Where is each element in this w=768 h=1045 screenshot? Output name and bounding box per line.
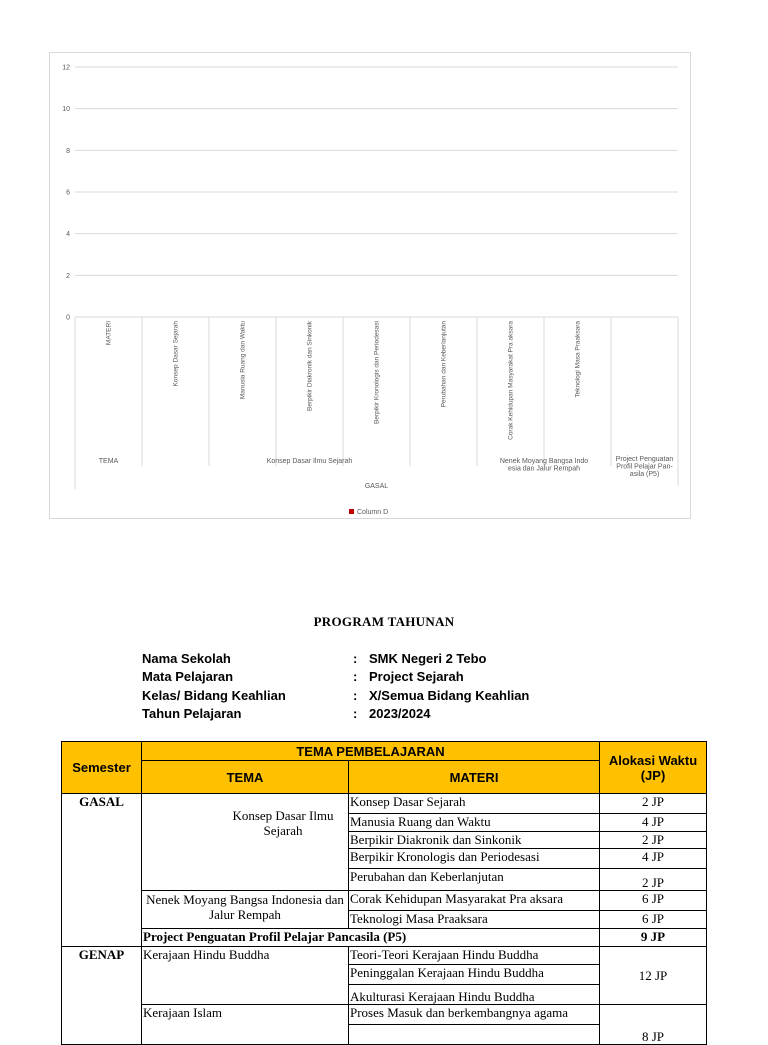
- info-value: X/Semua Bidang Keahlian: [369, 688, 530, 703]
- materi-cell: Berpikir Kronologis dan Periodesasi: [349, 849, 600, 869]
- jp-cell: 8 JP: [600, 1005, 707, 1045]
- category-label: Perubahan dan Keberlanjutan: [440, 321, 448, 408]
- y-tick-label: 8: [66, 147, 70, 155]
- header-tema-pembelajaran: TEMA PEMBELAJARAN: [142, 742, 600, 761]
- legend-label: Column D: [357, 509, 389, 516]
- semester-gasal: GASAL: [62, 794, 142, 947]
- outer-group-label: GASAL: [364, 483, 389, 490]
- group-label: Profil Pelajar Pan-: [616, 463, 673, 471]
- jp-cell: 12 JP: [600, 947, 707, 1005]
- info-value: 2023/2024: [369, 706, 431, 721]
- jp-cell: 4 JP: [600, 814, 707, 832]
- chart: [49, 52, 691, 519]
- info-colon: :: [353, 651, 358, 666]
- jp-cell: 2 JP: [600, 794, 707, 814]
- tema-cell: Kerajaan Islam: [142, 1005, 349, 1045]
- p5-cell: Project Penguatan Profil Pelajar Pancasila (P5): [142, 929, 600, 947]
- y-tick-label: 12: [62, 64, 70, 72]
- tema-cell: Nenek Moyang Bangsa Indonesia dan Jalur Rempah: [142, 891, 349, 929]
- info-label: Nama Sekolah: [142, 651, 231, 666]
- info-colon: :: [353, 688, 358, 703]
- jp-cell: 2 JP: [600, 832, 707, 849]
- category-label: MATERI: [105, 321, 113, 346]
- jp-cell: 6 JP: [600, 911, 707, 929]
- semester-genap: GENAP: [62, 947, 142, 1045]
- y-tick-label: 2: [66, 272, 70, 280]
- tema-cell: Konsep Dasar Ilmu Sejarah: [142, 794, 349, 891]
- jp-cell: 6 JP: [600, 891, 707, 911]
- legend-swatch: [349, 509, 354, 514]
- category-label: Manusia Ruang dan Waktu: [239, 321, 247, 400]
- page-title: PROGRAM TAHUNAN: [313, 614, 455, 629]
- materi-cell: Teknologi Masa Praaksara: [349, 911, 600, 929]
- materi-cell: [349, 1025, 600, 1045]
- info-value: Project Sejarah: [369, 669, 464, 684]
- materi-cell: Corak Kehidupan Masyarakat Pra aksara: [349, 891, 600, 911]
- materi-cell: Proses Masuk dan berkembangnya agama: [349, 1005, 600, 1025]
- materi-cell: Berpikir Diakronik dan Sinkonik: [349, 832, 600, 849]
- chart-canvas: [50, 53, 692, 520]
- group-label: TEMA: [98, 458, 119, 465]
- group-label: Project Penguatan: [615, 456, 674, 463]
- materi-cell: Konsep Dasar Sejarah: [349, 794, 600, 814]
- jp-cell: 9 JP: [600, 929, 707, 947]
- category-label: Konsep Dasar Sejarah: [172, 321, 180, 387]
- y-tick-label: 4: [66, 231, 70, 239]
- category-label: Berpikir Kronologis dan Periodesasi: [373, 321, 381, 424]
- header-semester: Semester: [62, 742, 142, 794]
- materi-cell: Perubahan dan Keberlanjutan: [349, 869, 600, 891]
- materi-cell: Akulturasi Kerajaan Hindu Buddha: [349, 985, 600, 1005]
- info-colon: :: [353, 669, 358, 684]
- program-table: [61, 741, 707, 1045]
- y-tick-label: 6: [66, 189, 70, 197]
- info-label: Kelas/ Bidang Keahlian: [142, 688, 286, 703]
- header-tema: TEMA: [142, 761, 349, 794]
- info-label: Mata Pelajaran: [142, 669, 234, 684]
- header-alokasi: Alokasi Waktu (JP): [600, 742, 707, 794]
- category-label: Corak Kehidupan Masyarakat Pra aksara: [507, 321, 515, 440]
- materi-cell: Manusia Ruang dan Waktu: [349, 814, 600, 832]
- group-label: asila (P5): [629, 471, 660, 478]
- materi-cell: Teori-Teori Kerajaan Hindu Buddha: [349, 947, 600, 965]
- y-tick-label: 0: [66, 314, 70, 322]
- info-value: SMK Negeri 2 Tebo: [369, 651, 487, 666]
- group-label: Nenek Moyang Bangsa Indo: [499, 458, 589, 465]
- jp-cell: 4 JP: [600, 849, 707, 869]
- materi-cell: Peninggalan Kerajaan Hindu Buddha: [349, 965, 600, 985]
- category-label: Berpikir Diakronik dan Sinkonik: [306, 321, 314, 411]
- category-label: Teknologi Masa Praaksara: [574, 321, 582, 398]
- info-colon: :: [353, 706, 358, 721]
- info-label: Tahun Pelajaran: [142, 706, 242, 721]
- y-tick-label: 10: [62, 106, 70, 114]
- group-label: Konsep Dasar Ilmu Sejarah: [266, 458, 353, 465]
- jp-cell: 2 JP: [600, 869, 707, 891]
- header-materi: MATERI: [349, 761, 600, 794]
- group-label: esia dan Jalur Rempah: [508, 465, 580, 473]
- tema-cell: Kerajaan Hindu Buddha: [142, 947, 349, 1005]
